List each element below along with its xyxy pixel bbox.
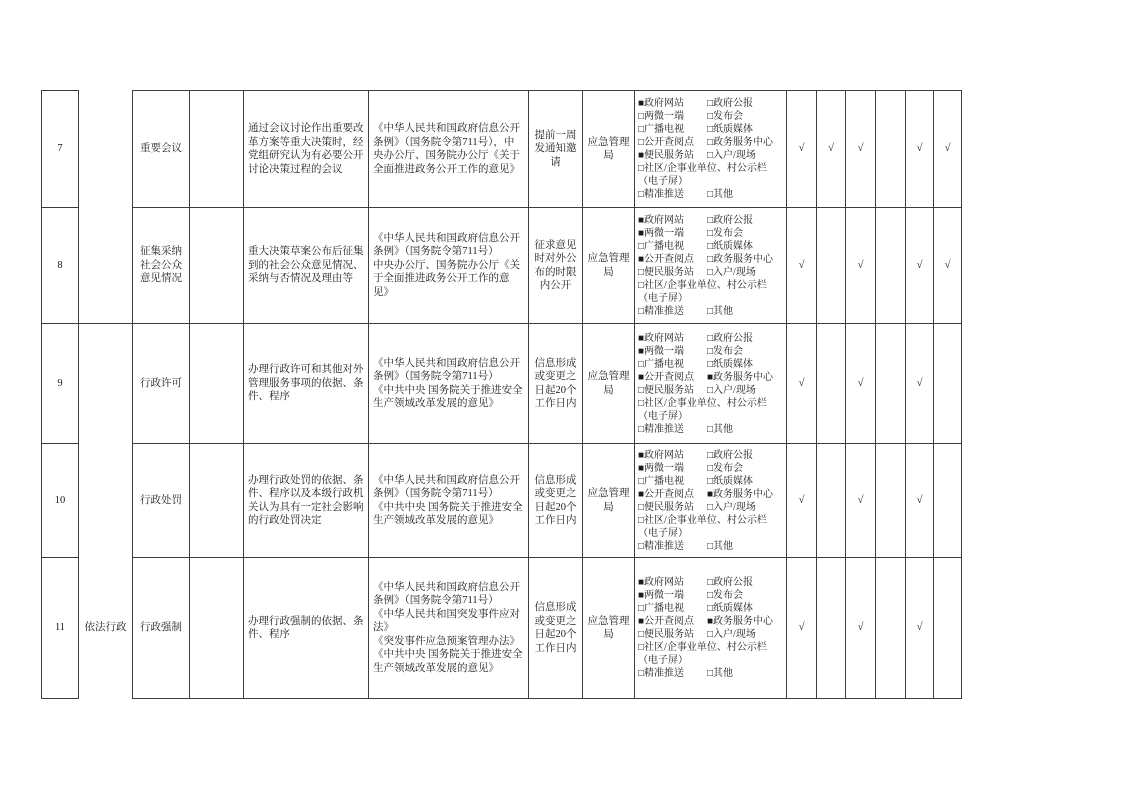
legal-basis-cell: 《中华人民共和国政府信息公开条例》（国务院令第711号） 《中共中央 国务院关于推进安全生产领域改革发展的意见》 — [369, 324, 529, 444]
check-cell — [876, 208, 906, 324]
channel-option-line — [638, 576, 783, 589]
check-cell — [817, 558, 846, 699]
channel-option: □精准推送 — [638, 423, 685, 435]
row-number-cell: 7 — [42, 91, 79, 208]
description-cell: 重大决策草案公布后征集到的社会公众意见情况、采纳与否情况及理由等 — [244, 208, 369, 324]
channel-option: □其他 — [707, 189, 734, 200]
check-cell: √ — [906, 91, 934, 208]
table-row — [42, 208, 962, 324]
channel-option: □发布会 — [707, 345, 744, 357]
legal-basis-cell: 《中华人民共和国政府信息公开条例》（国务院令第711号） 《中共中央 国务院关于推进安全生产领域改革发展的意见》 — [369, 444, 529, 558]
channel-option: ■公开查阅点 — [638, 488, 695, 500]
row-number-cell: 9 — [42, 324, 79, 444]
check-cell — [934, 324, 962, 444]
channel-option-line — [638, 540, 783, 553]
channel-option: ■两微一端 — [638, 462, 685, 474]
item-name-cell: 征集采纳社会公众意见情况 — [133, 208, 190, 324]
channel-option: □入户/现场 — [707, 266, 756, 278]
channel-option-line — [638, 371, 783, 384]
channel-option: □入户/现场 — [707, 384, 756, 396]
table-row — [42, 558, 962, 699]
check-cell: √ — [906, 444, 934, 558]
channel-option-line — [638, 97, 783, 110]
channel-option-line — [638, 462, 783, 475]
channel-option: □便民服务站 — [638, 501, 695, 513]
channel-option: □社区/企事业单位、村公示栏 — [638, 279, 767, 291]
channel-option: □纸质媒体 — [707, 358, 754, 370]
channel-option: ■政府网站 — [638, 449, 685, 461]
check-cell — [934, 558, 962, 699]
item-name-cell: 行政强制 — [133, 558, 190, 699]
check-cell — [817, 444, 846, 558]
table-row — [42, 324, 962, 444]
channel-option: ■政务服务中心 — [707, 616, 774, 627]
channel-option-line — [638, 214, 783, 227]
channel-option: □纸质媒体 — [707, 240, 754, 252]
channel-option-line — [638, 423, 783, 436]
category-cell — [79, 91, 133, 324]
check-cell: √ — [934, 208, 962, 324]
channel-option: □精准推送 — [638, 668, 685, 679]
channel-option: □广播电视 — [638, 240, 685, 252]
channel-option-line — [638, 589, 783, 602]
channel-option-line — [638, 227, 783, 240]
check-cell: √ — [906, 558, 934, 699]
check-cell: √ — [787, 444, 817, 558]
channel-option: □入户/现场 — [707, 629, 756, 640]
channel-option: □广播电视 — [638, 124, 685, 135]
item-name-cell: 行政处罚 — [133, 444, 190, 558]
channel-option-line — [638, 253, 783, 266]
channel-option: □社区/企事业单位、村公示栏 — [638, 642, 767, 653]
channel-option-line: （电子屏） — [638, 292, 688, 304]
check-cell: √ — [846, 208, 876, 324]
channel-option-line — [638, 266, 783, 279]
check-cell: √ — [846, 91, 876, 208]
channel-option-line — [638, 240, 783, 253]
row-number-cell: 8 — [42, 208, 79, 324]
channel-option: ■公开查阅点 — [638, 371, 695, 383]
description-cell: 办理行政许可和其他对外管理服务事项的依据、条件、程序 — [244, 324, 369, 444]
channel-option-line — [638, 488, 783, 501]
channel-option: □其他 — [707, 540, 734, 552]
channel-option-line — [638, 501, 783, 514]
spare-cell — [190, 558, 244, 699]
department-cell: 应急管理局 — [583, 91, 635, 208]
check-cell — [876, 558, 906, 699]
channels-cell — [635, 91, 787, 208]
channels-cell — [635, 208, 787, 324]
channel-option: □广播电视 — [638, 603, 685, 614]
time-limit-cell: 信息形成或变更之日起20个工作日内 — [529, 324, 583, 444]
check-cell — [876, 324, 906, 444]
category-cell — [79, 324, 133, 699]
channel-option: ■政府网站 — [638, 577, 685, 588]
item-name-cell: 重要会议 — [133, 91, 190, 208]
channel-option: □便民服务站 — [638, 384, 695, 396]
spare-cell — [190, 91, 244, 208]
channel-option: □政务服务中心 — [707, 137, 774, 148]
channel-option: □两微一端 — [638, 111, 685, 122]
channel-option: □广播电视 — [638, 358, 685, 370]
channel-option: ■两微一端 — [638, 345, 685, 357]
channel-option: □纸质媒体 — [707, 475, 754, 487]
channel-option: □其他 — [707, 305, 734, 317]
time-limit-cell: 提前一周发通知邀请 — [529, 91, 583, 208]
channel-option: ■两微一端 — [638, 590, 685, 601]
channels-cell — [635, 558, 787, 699]
channel-option: ■政务服务中心 — [707, 488, 774, 500]
channel-option: □便民服务站 — [638, 629, 695, 640]
channel-option: ■便民服务站 — [638, 150, 695, 161]
channel-option: □精准推送 — [638, 305, 685, 317]
channel-option-line — [638, 667, 783, 680]
channel-option-line — [638, 475, 783, 488]
channel-option-line — [638, 384, 783, 397]
channel-option: □政务服务中心 — [707, 253, 774, 265]
channel-option-line: （电子屏） — [638, 527, 688, 539]
check-cell: √ — [906, 324, 934, 444]
channel-option: □发布会 — [707, 462, 744, 474]
channel-option-line — [638, 628, 783, 641]
channel-option: □政府公报 — [707, 332, 754, 344]
channel-option: □政府公报 — [707, 98, 754, 109]
channel-option-line — [638, 149, 783, 162]
channel-option: ■政务服务中心 — [707, 371, 774, 383]
channel-option: □其他 — [707, 423, 734, 435]
check-cell: √ — [846, 324, 876, 444]
channel-option-line — [638, 123, 783, 136]
channel-option: ■政府网站 — [638, 214, 685, 226]
channel-option-line — [638, 358, 783, 371]
department-cell: 应急管理局 — [583, 444, 635, 558]
time-limit-cell: 信息形成或变更之日起20个工作日内 — [529, 558, 583, 699]
row-number-cell: 10 — [42, 444, 79, 558]
channel-option: ■政府网站 — [638, 332, 685, 344]
check-cell: √ — [906, 208, 934, 324]
check-cell — [934, 444, 962, 558]
channel-option-line — [638, 110, 783, 123]
channel-option: □发布会 — [707, 227, 744, 239]
check-cell: √ — [787, 324, 817, 444]
check-cell — [817, 208, 846, 324]
check-cell: √ — [934, 91, 962, 208]
channel-option: □入户/现场 — [707, 150, 756, 161]
department-cell: 应急管理局 — [583, 558, 635, 699]
channel-option: □广播电视 — [638, 475, 685, 487]
check-cell: √ — [787, 558, 817, 699]
check-cell — [817, 324, 846, 444]
channel-option: □便民服务站 — [638, 266, 695, 278]
channel-option: □精准推送 — [638, 540, 685, 552]
channel-option-line — [638, 615, 783, 628]
check-cell: √ — [817, 91, 846, 208]
channel-option: □政府公报 — [707, 449, 754, 461]
check-cell — [876, 444, 906, 558]
channel-option-line — [638, 305, 783, 318]
channel-option: □发布会 — [707, 111, 744, 122]
channel-option-line: （电子屏） — [638, 176, 688, 187]
disclosure-table — [41, 90, 962, 699]
table-row — [42, 91, 962, 208]
time-limit-cell: 征求意见时对外公布的时限内公开 — [529, 208, 583, 324]
channel-option-line — [638, 188, 783, 201]
channel-option-line — [638, 449, 783, 462]
channel-option: ■两微一端 — [638, 227, 685, 239]
channels-cell — [635, 324, 787, 444]
channel-option-line: （电子屏） — [638, 655, 688, 666]
channel-option: ■公开查阅点 — [638, 616, 695, 627]
channel-option-line: （电子屏） — [638, 410, 688, 422]
channel-option: □其他 — [707, 668, 734, 679]
channel-option: □政府公报 — [707, 214, 754, 226]
description-cell: 通过会议讨论作出重要改革方案等重大决策时，经党组研究认为有必要公开讨论决策过程的会议 — [244, 91, 369, 208]
legal-basis-cell: 《中华人民共和国政府信息公开条例》（国务院令第711号），中央办公厅、国务院办公厅《关于全面推进政务公开工作的意见》 — [369, 91, 529, 208]
row-number-cell: 11 — [42, 558, 79, 699]
check-cell: √ — [787, 208, 817, 324]
channel-option: □纸质媒体 — [707, 603, 754, 614]
channel-option: □发布会 — [707, 590, 744, 601]
channel-option: □纸质媒体 — [707, 124, 754, 135]
channel-option: □政府公报 — [707, 577, 754, 588]
channel-option: ■政府网站 — [638, 98, 685, 109]
channel-option: □精准推送 — [638, 189, 685, 200]
channel-option: □公开查阅点 — [638, 137, 695, 148]
description-cell: 办理行政强制的依据、条件、程序 — [244, 558, 369, 699]
description-cell: 办理行政处罚的依据、条件、程序以及本级行政机关认为具有一定社会影响的行政处罚决定 — [244, 444, 369, 558]
channels-cell — [635, 444, 787, 558]
department-cell: 应急管理局 — [583, 208, 635, 324]
channel-option: □社区/企事业单位、村公示栏 — [638, 397, 767, 409]
spare-cell — [190, 324, 244, 444]
department-cell: 应急管理局 — [583, 324, 635, 444]
category-label: 依法行政 — [84, 622, 127, 634]
table-row — [42, 444, 962, 558]
check-cell: √ — [787, 91, 817, 208]
legal-basis-cell: 《中华人民共和国政府信息公开条例》（国务院令第711号） 《中华人民共和国突发事件应对法》 《突发事件应急预案管理办法》 《中共中央 国务院关于推进安全生产领域改革发展的意见》 — [369, 558, 529, 699]
item-name-cell: 行政许可 — [133, 324, 190, 444]
spare-cell — [190, 208, 244, 324]
channel-option-line — [638, 332, 783, 345]
spare-cell — [190, 444, 244, 558]
channel-option: ■公开查阅点 — [638, 253, 695, 265]
channel-option: □入户/现场 — [707, 501, 756, 513]
channel-option-line — [638, 602, 783, 615]
time-limit-cell: 信息形成或变更之日起20个工作日内 — [529, 444, 583, 558]
channel-option-line — [638, 345, 783, 358]
channel-option-line — [638, 136, 783, 149]
channel-option: □社区/企事业单位、村公示栏 — [638, 514, 767, 526]
legal-basis-cell: 《中华人民共和国政府信息公开条例》（国务院令第711号） 中央办公厅、国务院办公厅《关于全面推进政务公开工作的意见》 — [369, 208, 529, 324]
check-cell: √ — [846, 558, 876, 699]
check-cell: √ — [846, 444, 876, 558]
check-cell — [876, 91, 906, 208]
channel-option: □社区/企事业单位、村公示栏 — [638, 163, 767, 174]
